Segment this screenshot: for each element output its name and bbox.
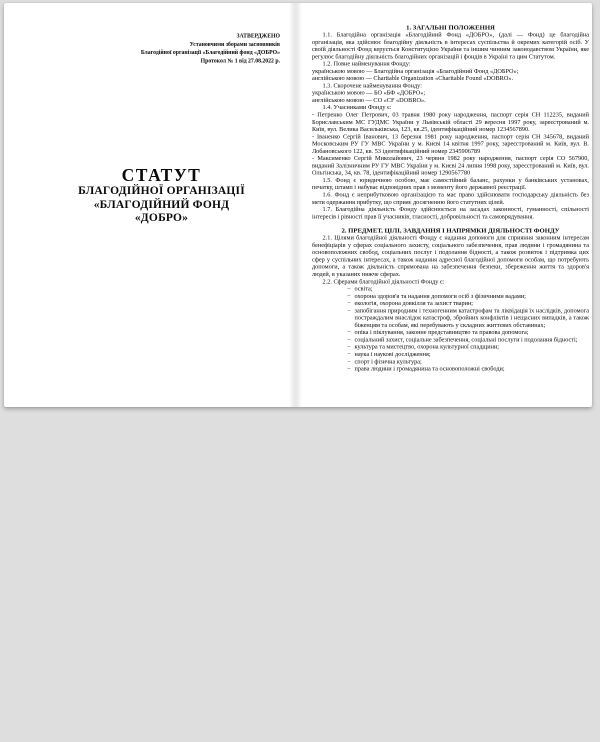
member-item-ivanenko: - Іваненко Сергій Іванович, 13 березня 1981 року народження, паспорт серія СН 345678, виданий Московським РУ ГУ МВС України у м. Києві 14 квітня 1997 року, зареєстрований м. Київ, вул. В. Лобановського 122, кв. 53 ідентифікаційний номер 2345906789 [312,132,589,155]
bullet-dash: − [347,328,351,336]
bullet-item: − соціальний захист, соціальне забезпечення, соціальні послуги і подолання бідності; [347,335,578,343]
approval-line-approved: ЗАТВЕРДЖЕНО [236,33,280,39]
title-line-statut: СТАТУТ [121,165,202,185]
left-page [4,3,289,407]
paragraph-1-3: 1.3. Скорочене найменування Фонду: [322,81,422,89]
member-item-maksymenko: - Максименко Сергій Миколайович, 23 червня 1982 року народження, паспорт серія СО 567900, виданий Залізничним РУ ГУ МВС України у м. Києві 24 липня 1998 року, зареєстрований м. Київ, вул. Ольгінська, 34, кв. 78, ідентифікаційний номер 1290567780 [312,154,589,177]
paragraph-1-3-ua: українською мовою — БО «БФ «ДОБРО»; [312,89,426,97]
bullet-item: − наука і наукові дослідження; [347,350,431,358]
paragraph-1-3-en: англійською мовою — СО «СF «DOBRO». [312,96,426,104]
document-spread [4,3,592,407]
bullet-item: − екологія, охорона довкілля та захист тварин; [347,299,474,307]
paragraph-1-4: 1.4. Учасниками Фонду є: [322,103,392,111]
approval-line-protocol: Протокол № 1 від 27.08.2022 р. [200,57,280,64]
approval-line-organization: Благодійної організації «Благодійний фонд «ДОБРО» [140,49,280,56]
paragraph-2-1: 2.1. Цілями благодійної діяльності Фонду є надання допомоги для сприяння законним інтересам бенефіціарів у сферах соціального захисту, соціального забезпечення, прав людини і громадянина та основоположних свобод, соціальних послуг і подолання бідності, а також розвиток і підтримка цих сфер у суспільних інтересах, а також надання адресної благодійної допомоги особам, що потребують допомоги, а також діяльність спрямована на забезпечення безпеки, збереження життя та здоров'я людей, в указаних нижче сферах. [312,234,589,278]
section-1-heading: 1. ЗАГАЛЬНІ ПОЛОЖЕННЯ [406,23,495,31]
page-gutter [289,3,302,407]
paragraph-1-6: 1.6. Фонд є неприбутковою організацією та має право здійснювати господарську діяльність без мети одержання прибутку, що сприяє досягненню його статутних цілей. [312,191,589,206]
bullet-dash: − [347,365,351,373]
approval-block [50,32,280,98]
bullet-dash: − [347,306,351,314]
bullet-dash: − [347,299,351,307]
paragraph-2-2: 2.2. Сферами благодійної діяльності Фонду є: [322,277,445,285]
bullet-item: − спорт і фізична культура; [347,357,422,365]
bullet-item: − культура та мистецтво, охорона культурної спадщини; [347,343,499,351]
paragraph-1-1: 1.1. Благодійна організація «Благодійний Фонд «ДОБРО», (далі — Фонд) це благодійна організація, яка здійснює благодійну діяльність в інтересах суспільства й окремих категорій осіб. У своїй діяльності Фонд керується Конституцією України та іншим чинним законодавством України, яке регулює благодійну діяльність благодійних організацій і фондів в Україні та цим Статутом. [312,31,589,60]
charter-title [40,165,283,226]
title-line-dobro: «ДОБРО» [134,212,189,225]
bullet-dash: − [347,285,351,293]
paragraph-1-5: 1.5. Фонд є юридичною особою, має самостійний баланс, рахунки у банківських установах, печатку, штамп і набуває відповідних прав з моменту його державної реєстрації. [312,176,589,191]
member-item-petrenko: - Петренко Олег Петрович, 03 травня 1980 року народження, паспорт серія СН 112235, виданий Бориславським МС ГУДМС України у Львівській області 29 вересня 1997 року, зареєстрований м. Київ, вул. Велика Васильківська, 123, кв.25, ідентифікаційний номер 1234567890. [312,111,589,133]
bullet-dash: − [347,350,351,358]
paragraph-1-2-ua: українською мовою — Благодійна організація «Благодійний Фонд «ДОБРО»; [312,67,519,75]
bullet-dash: − [347,357,351,365]
bullet-dash: − [347,335,351,343]
bullet-item: − освіта; [347,285,373,293]
bullet-item: − запобігання природним і техногенним катастрофам та ліквідація їх наслідків, допомога постраждалим внаслідок катастроф, збройних конфліктів і нещасних випадків, а також біженцям та особам, які перебувають у складних життєвих обставинах; [347,306,589,329]
bullet-item: − охорона здоров'я та надання допомоги осіб з фізичними вадами; [347,292,526,300]
approval-line-meeting: Установчими зборами засновників [189,41,280,48]
bullet-dash: − [347,343,351,351]
section-2-heading: 2. ПРЕДМЕТ, ЦІЛІ, ЗАВДАННЯ І НАПРЯМКИ ДІЯЛЬНОСТІ ФОНДУ [341,226,560,235]
paragraph-1-2: 1.2. Повне найменування Фонду: [322,60,411,68]
bullet-item: − права людини і громадянина та основоположні свободи; [347,365,505,373]
title-line-fund: «БЛАГОДІЙНИЙ ФОНД [93,198,230,211]
paragraph-1-7: 1.7. Благодійна діяльність Фонду здійснюється на засадах законності, гуманності, спільності інтересів і рівності прав її учасників, гласності, добровільності та самоврядування. [312,205,589,220]
paragraph-1-2-en: англійською мовою — Charitable Organization «Charitable Found «DOBRO». [312,74,514,82]
right-page [302,3,592,407]
title-line-organization: БЛАГОДІЙНОЇ ОРГАНІЗАЦІЇ [78,185,245,197]
bullet-dash: − [347,292,351,300]
bullet-item: − опіка і піклування, законне представництво та правова допомога; [347,328,529,336]
